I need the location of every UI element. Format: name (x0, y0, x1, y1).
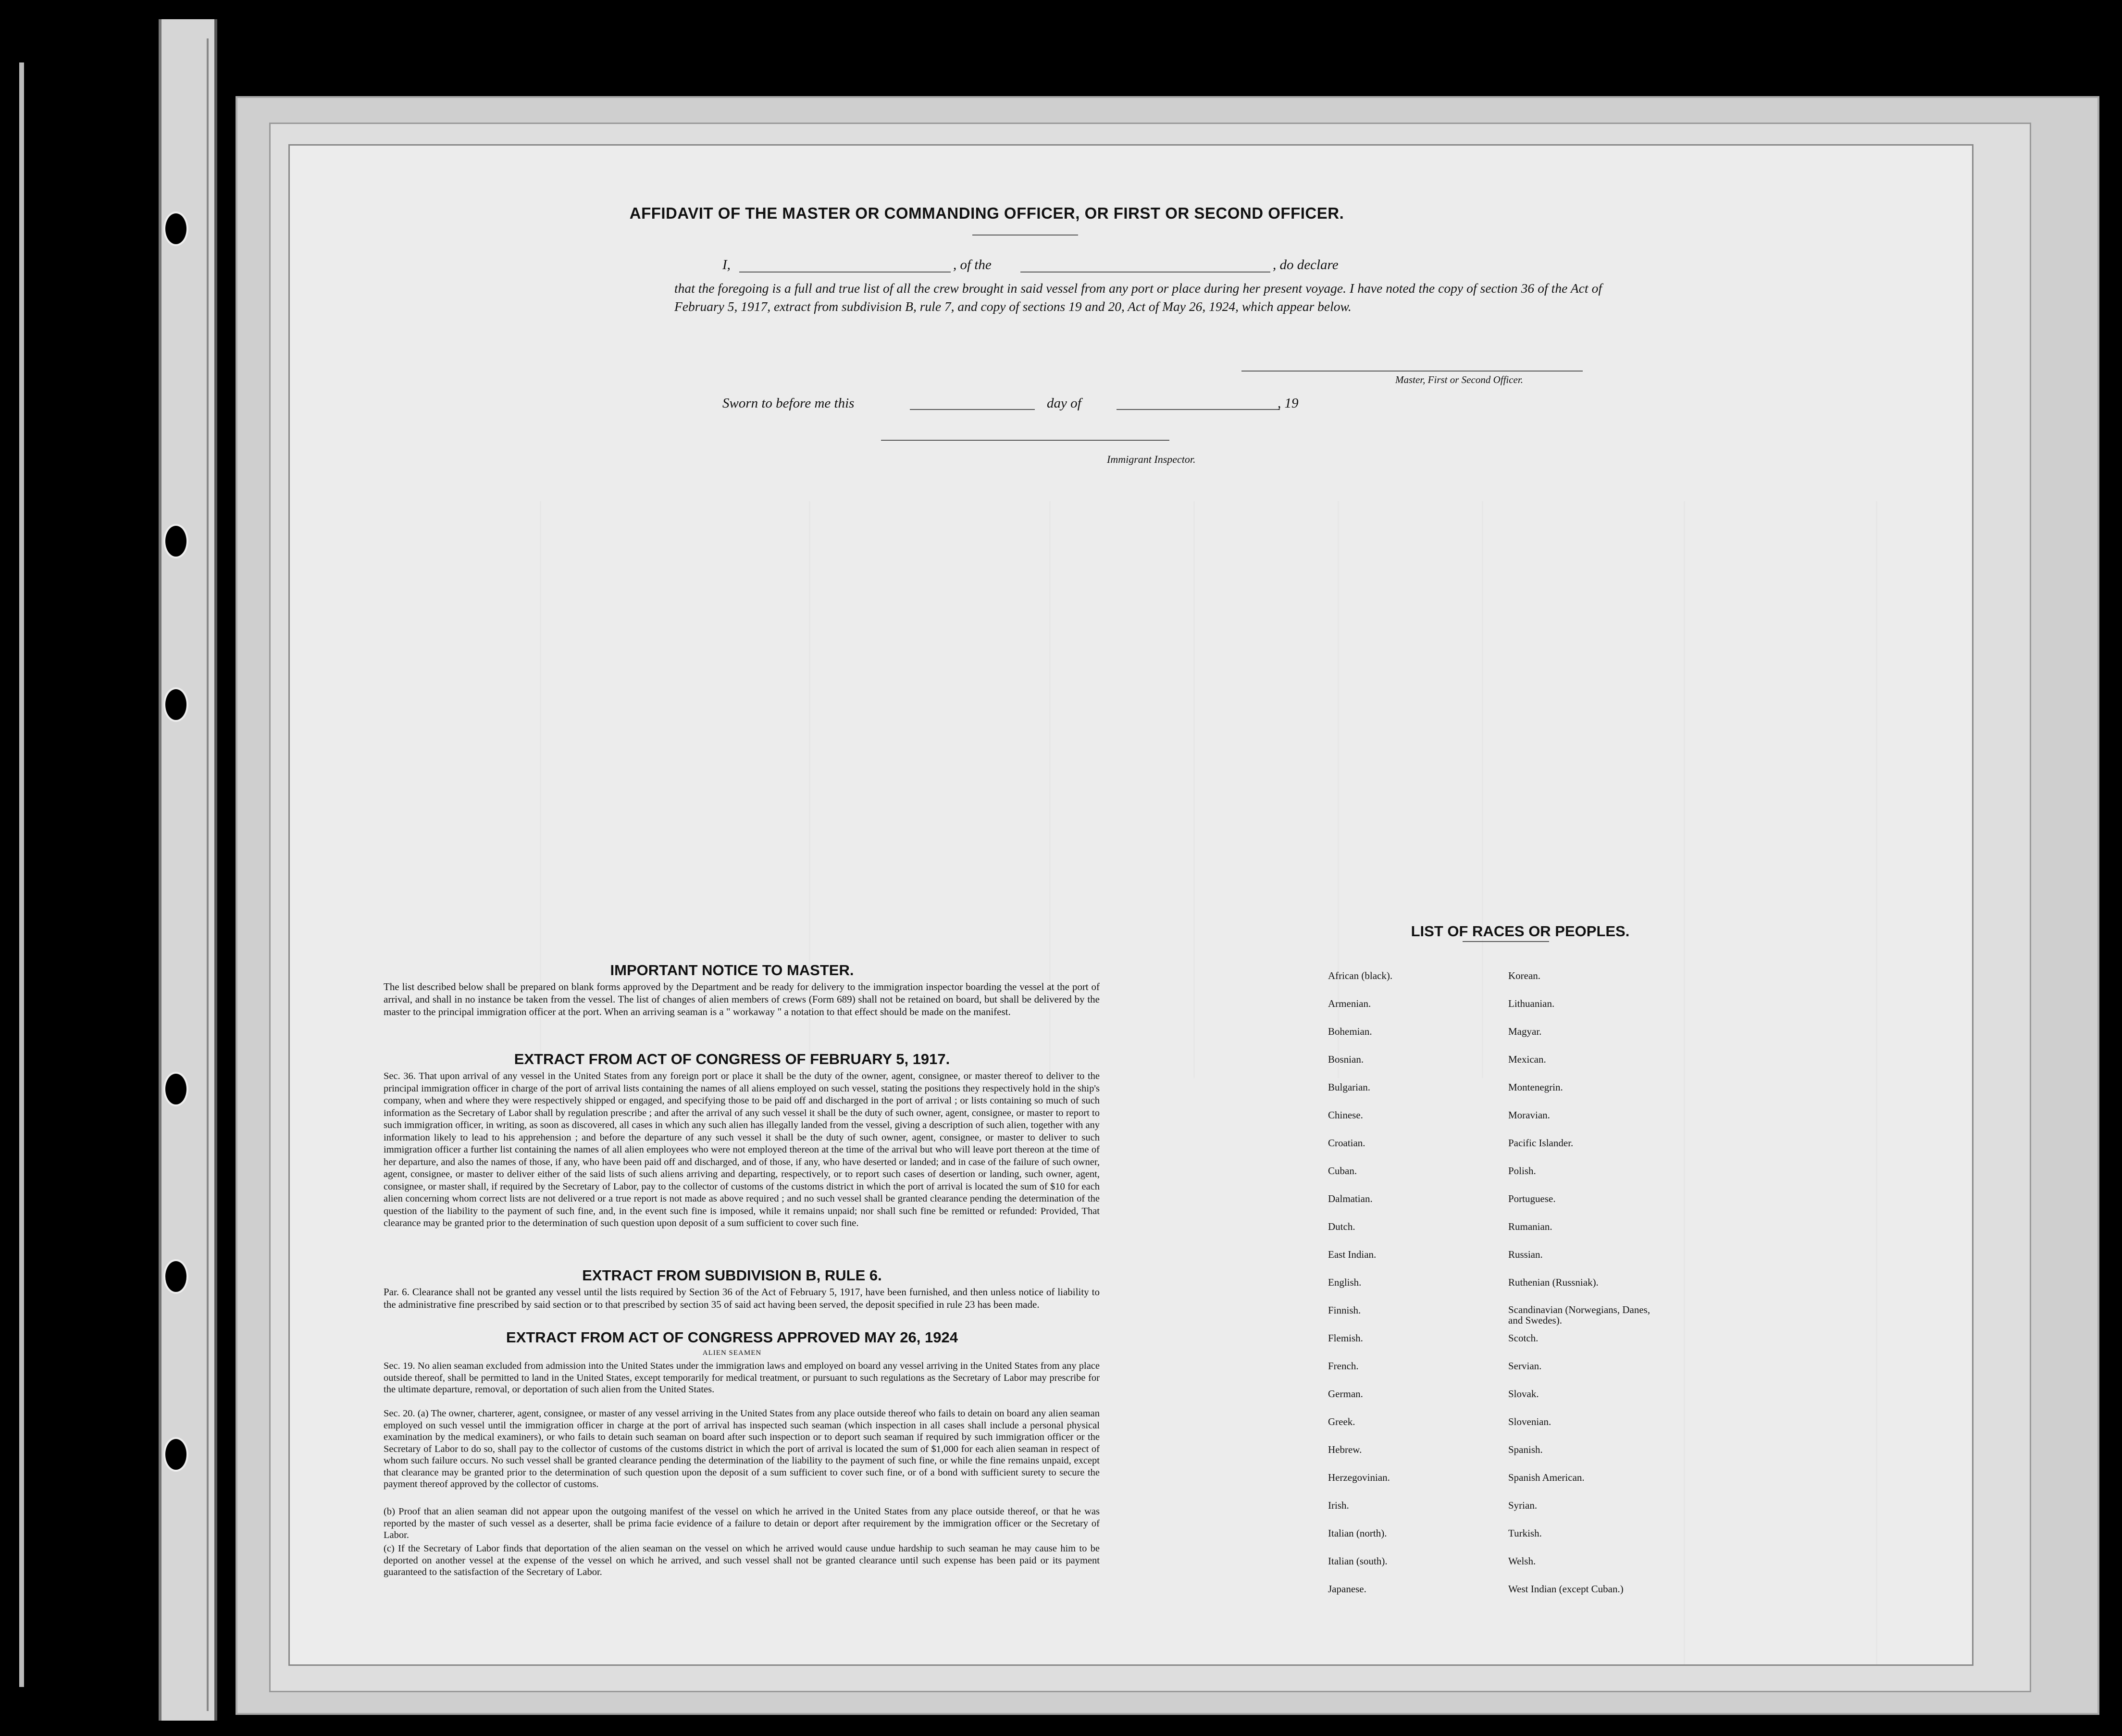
extract-1924-sec20c: (c) If the Secretary of Labor finds that deportation of the alien seaman on the vessel on which he arrived would cause undue hardship to such seaman he may cause him to be deported on another vessel at the expense of the vessel on which he arrived, and such vessel shall not be granted clearance until such expense has been paid or its payment guaranteed to the satisfaction of the Secretary of Labor. (384, 1543, 1100, 1577)
race-item: Portuguese. (1508, 1193, 1556, 1204)
master-signature-line[interactable] (1241, 371, 1583, 372)
race-item: English. (1328, 1277, 1362, 1288)
extract-rule6-title: EXTRACT FROM SUBDIVISION B, RULE 6. (582, 1267, 882, 1284)
affidavit-of-the-label: , of the (953, 257, 992, 273)
name-blank-line[interactable] (739, 272, 951, 273)
affidavit-declare-label: , do declare (1273, 257, 1339, 273)
race-item: Herzegovinian. (1328, 1472, 1390, 1483)
binder-hole (163, 1437, 188, 1472)
race-item: Magyar. (1508, 1026, 1542, 1037)
vessel-blank-line[interactable] (1020, 272, 1270, 273)
inspector-signature-line[interactable] (881, 440, 1169, 441)
race-item: Irish. (1328, 1500, 1349, 1511)
master-signature-label: Master, First or Second Officer. (1395, 374, 1523, 385)
binder-fold-line (207, 38, 209, 1711)
inspector-label: Immigrant Inspector. (1107, 453, 1196, 465)
race-item: West Indian (except Cuban.) (1508, 1583, 1624, 1595)
race-item: German. (1328, 1388, 1363, 1400)
binder-hole (163, 687, 188, 722)
race-item: Mexican. (1508, 1054, 1546, 1065)
race-item: Welsh. (1508, 1555, 1536, 1567)
race-item: Bulgarian. (1328, 1081, 1371, 1093)
extract-1924-subtitle: ALIEN SEAMEN (702, 1349, 762, 1357)
extract-1917-text: Sec. 36. That upon arrival of any vessel in the United States from any foreign port or place it shall be the duty of the owner, agent, consignee, or master thereof to deliver to the principal immigration officer in charge of the port of arrival lists containing the names of all aliens employed on such vessel, stating the positions they respectively hold in the ship's company, when and where they were respectively shipped or engaged, and specifying those to be paid off and discharged in the port of arrival ; or lists containing so much of such information as the Secretary of Labor shall by regulation prescribe ; and after the arrival of any such vessel it shall be the duty of such owner, agent, consignee, or master to report to such immigration officer, in writing, as soon as discovered, all cases in which any such alien has illegally landed from the vessel, giving a description of such alien, together with any information likely to lead to his apprehension ; and before the departure of any such vessel it shall be the duty of such owner, agent, consignee, or master to deliver to such immigration officer a further list containing the names of all alien employees who were not employed thereon at the time of the arrival but who will leave port thereon at the time of her departure, and also the names of those, if any, who have been paid off and discharged, and of those, if any, who have deserted or landed; and in case of the failure of such owner, agent, consignee, or master to deliver either of the said lists of such aliens arriving and departing, respectively, or to report such cases of desertion or landing, such owner, agent, consignee, or master shall, if required by the Secretary of Labor, pay to the collector of customs of the customs district in which the port of arrival is located the sum of $10 for each alien concerning whom correct lists are not delivered or a true report is not made as above required ; and no such vessel shall be granted clearance pending the determination of the question of the liability to the payment of such fine, and, in the event such fine is imposed, while it remains unpaid; nor shall such fine be remitted or refunded: Provided, That clearance may be granted prior to the determination of such question upon deposit of a sum sufficient to cover such fine. (384, 1071, 1100, 1228)
race-item: Lithuanian. (1508, 998, 1555, 1009)
race-item: Pacific Islander. (1508, 1137, 1574, 1149)
race-item: Slovenian. (1508, 1416, 1551, 1427)
binder-hole (163, 1259, 188, 1294)
race-item: Montenegrin. (1508, 1081, 1563, 1093)
affidavit-statement: that the foregoing is a full and true list of all the crew brought in said vessel from any port or place during her present voyage. I have noted the copy of section 36 of the Act of February 5, 1917, extract from subdivision B, rule 7, and copy of sections 19 and 20, Act of May 26, 1924, which appear below. (674, 281, 1602, 314)
race-item: Cuban. (1328, 1165, 1357, 1177)
race-item: Korean. (1508, 970, 1541, 981)
binder-left-edge (19, 62, 24, 1687)
race-item: Finnish. (1328, 1304, 1361, 1316)
race-item: Ruthenian (Russniak). (1508, 1277, 1599, 1288)
binder-hole (163, 524, 188, 558)
race-item: Spanish American. (1508, 1472, 1585, 1483)
race-item: Italian (north). (1328, 1527, 1387, 1539)
race-item: Hebrew. (1328, 1444, 1362, 1455)
race-item: Bosnian. (1328, 1054, 1364, 1065)
race-item: Slovak. (1508, 1388, 1539, 1400)
race-item: Japanese. (1328, 1583, 1366, 1595)
race-item: Armenian. (1328, 998, 1371, 1009)
race-item: Polish. (1508, 1165, 1536, 1177)
sworn-label: Sworn to before me this (722, 396, 855, 411)
binder-hole (163, 1072, 188, 1106)
race-item: Chinese. (1328, 1109, 1363, 1121)
race-item: Scandinavian (Norwegians, Danes, and Swedes). (1508, 1304, 1650, 1326)
race-item: Croatian. (1328, 1137, 1365, 1149)
sworn-date-blank[interactable] (910, 409, 1035, 410)
affidavit-i-label: I, (722, 257, 731, 273)
extract-1924-sec19: Sec. 19. No alien seaman excluded from admission into the United States under the immigration laws and employed on board any vessel arriving in the United States from any place outside thereof, shall be permitted to land in the United States, except temporarily for medical treatment, or pursuant to such regulations as the Secretary of Labor may prescribe for the ultimate departure, removal, or deportation of such alien from the United States. (384, 1361, 1100, 1395)
race-item: Turkish. (1508, 1527, 1542, 1539)
race-item: Italian (south). (1328, 1555, 1388, 1567)
race-item: Scotch. (1508, 1332, 1539, 1344)
sworn-year-label: , 19 (1278, 396, 1299, 411)
extract-1917-title: EXTRACT FROM ACT OF CONGRESS OF FEBRUARY 5, 1917. (514, 1051, 950, 1067)
notice-text: The list described below shall be prepared on blank forms approved by the Department and be ready for delivery to the immigration inspector boarding the vessel at the port of arrival, and shall in no instance be taken from the vessel. The list of changes of alien members of crews (Form 689) shall not be retained on board, but shall be delivered by the master to the principal immigration officer at the port. When an arriving seaman is a " workaway " a notation to that effect should be made on the manifest. (384, 981, 1100, 1017)
races-title: LIST OF RACES OR PEOPLES. (1411, 923, 1630, 940)
race-item: Flemish. (1328, 1332, 1363, 1344)
sworn-day-label: day of (1047, 396, 1081, 411)
race-item: Spanish. (1508, 1444, 1543, 1455)
race-item: Russian. (1508, 1249, 1543, 1260)
race-item: Dutch. (1328, 1221, 1355, 1232)
affidavit-page (288, 144, 1973, 1666)
binder-hole (163, 211, 188, 246)
races-title-underline (1463, 941, 1549, 942)
race-item: East Indian. (1328, 1249, 1377, 1260)
race-item: Dalmatian. (1328, 1193, 1373, 1204)
race-item: African (black). (1328, 970, 1393, 981)
title-underline (972, 235, 1078, 236)
extract-1924-title: EXTRACT FROM ACT OF CONGRESS APPROVED MAY 26, 1924 (506, 1329, 958, 1346)
notice-title: IMPORTANT NOTICE TO MASTER. (610, 962, 854, 979)
extract-1924-sec20a: Sec. 20. (a) The owner, charterer, agent, consignee, or master of any vessel arriving in the United States from any place outside thereof who fails to detain on board any alien seaman employed on such vessel until the immigration officer in charge at the port of arrival has inspected such seaman (which inspection in all cases shall include a personal physical examination by the medical examiners), or who fails to detain such seaman on board after such inspection or to deport such seaman if required by such immigration officer or the Secretary of Labor to do so, shall pay to the collector of customs of the customs district in which the port of arrival is located the sum of $1,000 for each alien seaman in respect of whom such failure occurs. No such vessel shall be granted clearance pending the determination of the liability to the payment of such fine, or while the fine remains unpaid, except that clearance may be granted prior to the determination of such question upon the deposit of a sum sufficient to cover such fine, or of a bond with sufficient surety to secure the payment thereof approved by the collector of customs. (384, 1408, 1100, 1489)
affidavit-title: AFFIDAVIT OF THE MASTER OR COMMANDING OFFICER, OR FIRST OR SECOND OFFICER. (629, 204, 1344, 222)
race-item: Syrian. (1508, 1500, 1538, 1511)
extract-rule6-text: Par. 6. Clearance shall not be granted any vessel until the lists required by Section 36 of the Act of February 5, 1917, have been furnished, and then unless notice of liability to the administrative fine prescribed by said section or to that prescribed by section 35 of said act having been served, the deposit specified in rule 23 has been made. (384, 1286, 1100, 1310)
race-item: Bohemian. (1328, 1026, 1372, 1037)
sworn-month-blank[interactable] (1117, 409, 1280, 410)
race-item: Greek. (1328, 1416, 1355, 1427)
race-item: Moravian. (1508, 1109, 1550, 1121)
race-item: Servian. (1508, 1360, 1542, 1372)
extract-1924-sec20b: (b) Proof that an alien seaman did not appear upon the outgoing manifest of the vessel on which he arrived in the United States from any place outside thereof, or that he was reported by the master of such vessel as a deserter, shall be prima facie evidence of a failure to detain or deport after requirement by the immigration officer or the Secretary of Labor. (384, 1506, 1100, 1540)
race-item: French. (1328, 1360, 1359, 1372)
race-item: Rumanian. (1508, 1221, 1552, 1232)
